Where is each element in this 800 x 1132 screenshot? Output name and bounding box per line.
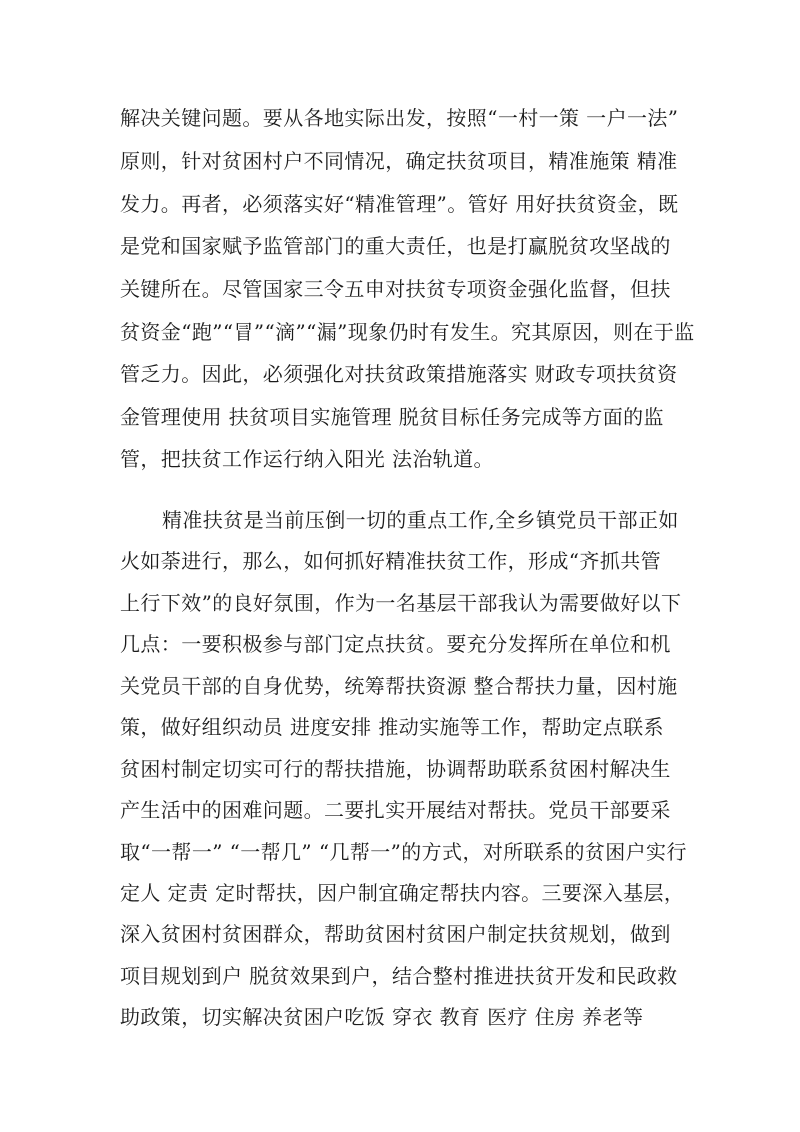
text-line: 是党和国家赋予监管部门的重大责任，也是打赢脱贫攻坚战的 bbox=[120, 234, 671, 258]
text-line: 发力。再者，必须落实好“精准管理”。管好 用好扶贫资金，既 bbox=[120, 192, 679, 216]
text-line: 项目规划到户 脱贫效果到户，结合整村推进扶贫开发和民政救 bbox=[120, 964, 678, 988]
text-line: 深入贫困村贫困群众，帮助贫困村贫困户制定扶贫规划，做到 bbox=[120, 922, 671, 946]
text-line: 管，把扶贫工作运行纳入阳光 法治轨道。 bbox=[120, 447, 494, 471]
text-line: 精准扶贫是当前压倒一切的重点工作,全乡镇党员干部正如 bbox=[162, 508, 679, 532]
text-line: 解决关键问题。要从各地实际出发，按照“一村一策 一户一法” bbox=[120, 106, 679, 130]
text-line: 管乏力。因此，必须强化对扶贫政策措施落实 财政专项扶贫资 bbox=[120, 362, 678, 386]
text-line: 火如荼进行，那么，如何抓好精准扶贫工作，形成“齐抓共管 bbox=[120, 549, 662, 573]
text-line: 原则，针对贫困村户不同情况，确定扶贫项目，精准施策 精准 bbox=[120, 149, 678, 173]
text-line: 贫困村制定切实可行的帮扶措施，协调帮助联系贫困村解决生 bbox=[120, 757, 671, 781]
text-line: 关键所在。尽管国家三令五申对扶贫专项资金强化监督，但扶 bbox=[120, 277, 671, 301]
text-line: 助政策，切实解决贫困户吃饭 穿衣 教育 医疗 住房 养老等 bbox=[120, 1005, 644, 1029]
text-line: 产生活中的困难问题。二要扎实开展结对帮扶。党员干部要采 bbox=[120, 798, 671, 822]
text-line: 金管理使用 扶贫项目实施管理 脱贫目标任务完成等方面的监 bbox=[120, 405, 664, 429]
text-line: 几点：一要积极参与部门定点扶贫。要充分发挥所在单位和机 bbox=[120, 632, 671, 656]
text-line: 策，做好组织动员 进度安排 推动实施等工作，帮助定点联系 bbox=[120, 715, 664, 739]
text-line: 取“一帮一” “一帮几” “几帮一”的方式，对所联系的贫困户实行 bbox=[120, 840, 687, 864]
text-line: 贫资金“跑”“冒”“滴”“漏”现象仍时有发生。究其原因，则在于监 bbox=[120, 320, 695, 344]
text-line: 定人 定责 定时帮扶，因户制宜确定帮扶内容。三要深入基层， bbox=[120, 881, 685, 905]
text-line: 关党员干部的自身优势，统筹帮扶资源 整合帮扶力量，因村施 bbox=[120, 674, 678, 698]
text-line: 上行下效”的良好氛围，作为一名基层干部我认为需要做好以下 bbox=[120, 591, 682, 615]
